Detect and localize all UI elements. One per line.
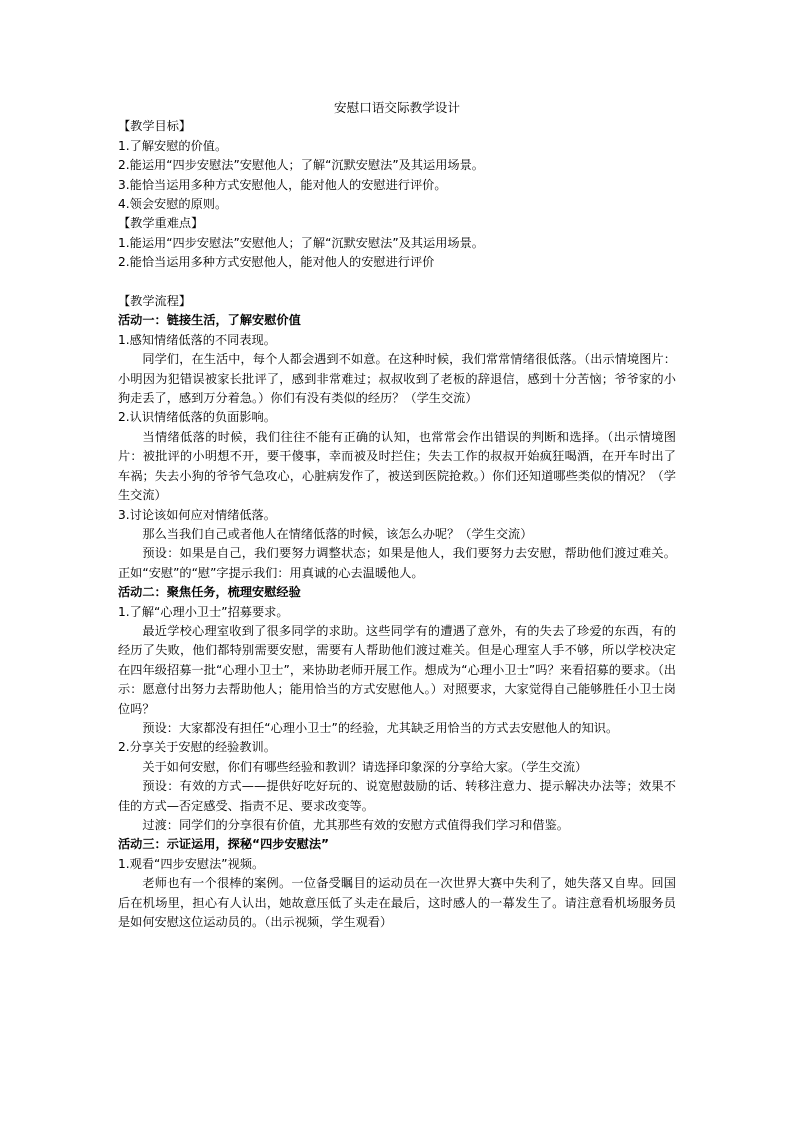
activity3-paragraph1: 老师也有一个很棒的案例。一位备受瞩目的运动员在一次世界大赛中失利了，她失落又自卑。回国后在机场里，担心有人认出，她故意压低了头走在最后，这时感人的一幕发生了。请注意看机场服务员是如何安慰这位运动员的。（出示视频，学生观看） bbox=[118, 876, 676, 930]
activity3-step1: 1.观看“四步安慰法”视频。 bbox=[118, 856, 265, 871]
objective-item: 3.能恰当运用多种方式安慰他人，能对他人的安慰进行评价。 bbox=[118, 177, 447, 192]
activity1-step3: 3.讨论该如何应对情绪低落。 bbox=[118, 507, 276, 522]
spacer bbox=[118, 273, 676, 292]
objective-item: 4.领会安慰的原则。 bbox=[118, 197, 228, 212]
activity2-paragraph2: 预设：大家都没有担任“心理小卫士”的经验，尤其缺乏用恰当的方式去安慰他人的知识。 bbox=[142, 720, 619, 735]
activity2-paragraph4: 预设：有效的方式——提供好吃好玩的、说宽慰鼓励的话、转移注意力、提示解决办法等；效果不佳的方式—否定感受、指责不足、要求改变等。 bbox=[118, 779, 676, 813]
activity2-paragraph1: 最近学校心理室收到了很多同学的求助。这些同学有的遭遇了意外，有的失去了珍爱的东西，有的经历了失败，他们都特别需要安慰，需要有人帮助他们渡过难关。但是心理室人手不够，所以学校决定在四年级招募一批“心理小卫士”，来协助老师开展工作。想成为“心理小卫士”吗？来看招募的要求。（出示：愿意付出努力去帮助他人；能用恰当的方式安慰他人。）对照要求，大家觉得自己能够胜任小卫士岗位吗？ bbox=[118, 623, 676, 716]
process-heading: 【教学流程】 bbox=[118, 294, 192, 309]
activity2-step2: 2.分享关于安慰的经验教训。 bbox=[118, 740, 276, 755]
activity1-step2: 2.认识情绪低落的负面影响。 bbox=[118, 410, 276, 425]
objective-item: 1.了解安慰的价值。 bbox=[118, 138, 228, 153]
activity2-step1: 1.了解“心理小卫士”招募要求。 bbox=[118, 604, 289, 619]
keypoint-item: 1.能运用“四步安慰法”安慰他人；了解“沉默安慰法”及其运用场景。 bbox=[118, 235, 484, 250]
activity1-title: 活动一：链接生活，了解安慰价值 bbox=[118, 313, 301, 328]
activity3-title: 活动三：示证运用，探秘“四步安慰法” bbox=[118, 837, 330, 852]
activity1-paragraph2: 当情绪低落的时候，我们往往不能有正确的认知，也常常会作出错误的判断和选择。（出示情境图片：被批评的小明想不开，要干傻事，幸而被及时拦住；失去工作的叔叔开始疯狂喝酒，在开车时出了车祸；失去小狗的爷爷气急攻心，心脏病发作了，被送到医院抢救。）你们还知道哪些类似的情况？（学生交流） bbox=[118, 429, 676, 503]
activity1-paragraph4: 预设：如果是自己，我们要努力调整状态；如果是他人，我们要努力去安慰，帮助他们渡过难关。正如“安慰”的“慰”字提示我们：用真诚的心去温暖他人。 bbox=[118, 546, 676, 580]
activity1-paragraph1: 同学们，在生活中，每个人都会遇到不如意。在这种时候，我们常常情绪很低落。（出示情境图片：小明因为犯错误被家长批评了，感到非常难过；叔叔收到了老板的辞退信，感到十分苦恼；爷爷家的小狗走丢了，感到万分着急。）你们有没有类似的经历？（学生交流） bbox=[118, 352, 676, 406]
objectives-heading: 【教学目标】 bbox=[118, 119, 192, 134]
activity2-title: 活动二：聚焦任务，梳理安慰经验 bbox=[118, 585, 301, 600]
keypoint-item: 2.能恰当运用多种方式安慰他人，能对他人的安慰进行评价 bbox=[118, 255, 435, 270]
activity2-paragraph3: 关于如何安慰，你们有哪些经验和教训？请选择印象深的分享给大家。（学生交流） bbox=[142, 759, 588, 774]
activity2-paragraph5: 过渡：同学们的分享很有价值，尤其那些有效的安慰方式值得我们学习和借鉴。 bbox=[142, 818, 569, 833]
objective-item: 2.能运用“四步安慰法”安慰他人；了解“沉默安慰法”及其运用场景。 bbox=[118, 158, 484, 173]
page-title: 安慰口语交际教学设计 bbox=[334, 100, 460, 115]
keypoints-heading: 【教学重难点】 bbox=[118, 216, 204, 231]
document-body bbox=[118, 98, 676, 932]
activity1-step1: 1.感知情绪低落的不同表现。 bbox=[118, 332, 276, 347]
activity1-paragraph3: 那么当我们自己或者他人在情绪低落的时候，该怎么办呢？（学生交流） bbox=[142, 526, 533, 541]
